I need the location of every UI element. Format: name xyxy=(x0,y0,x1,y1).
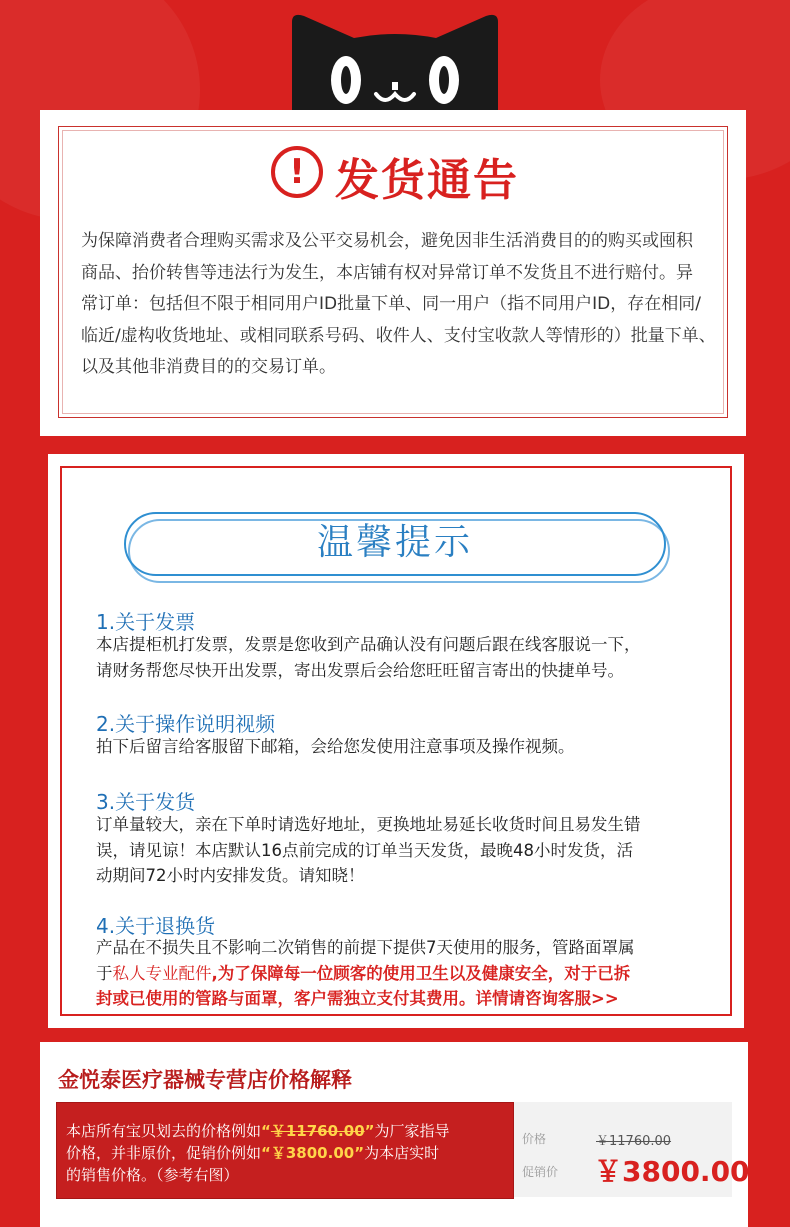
notice-title: 发货通告 xyxy=(335,155,519,206)
tip-heading-video: 2.关于操作说明视频 xyxy=(96,712,276,736)
price-explanation-title: 金悦泰医疗器械专营店价格解释 xyxy=(58,1068,352,1092)
tip-heading-invoice: 1.关于发票 xyxy=(96,610,196,634)
price-text: 为厂家指导 xyxy=(374,1122,450,1140)
tip-text-prefix: 于 xyxy=(96,963,113,983)
notice-body xyxy=(81,226,717,384)
tip-line: 本店提柜机打发票，发票是您收到产品确认没有问题后跟在线客服说一下， xyxy=(96,635,641,654)
tmall-cat-logo xyxy=(284,8,506,118)
price-text: 价格，并非原价，促销价例如 xyxy=(66,1144,262,1162)
tip-line: 订单量较大，亲在下单时请选好地址，更换地址易延长收货时间且易发生错 xyxy=(96,815,641,834)
price-text: 本店所有宝贝划去的价格例如 xyxy=(66,1122,262,1140)
price-line xyxy=(66,1120,512,1142)
notice-line: 常订单：包括但不限于相同用户ID批量下单、同一用户（指不同用户ID，存在相同/ xyxy=(81,294,701,314)
tip-heading-shipping: 3.关于发货 xyxy=(96,790,196,814)
notice-line: 为保障消费者合理购买需求及公平交易机会，避免因非生活消费目的的购买或囤积 xyxy=(81,231,693,251)
price-line: 的销售价格。（参考右图） xyxy=(66,1166,239,1184)
notice-line: 商品、抬价转售等违法行为发生，本店铺有权对异常订单不发货且不进行赔付。异 xyxy=(81,262,693,283)
tip-text-invoice xyxy=(96,632,716,683)
original-price: ￥11760.00 xyxy=(596,1134,672,1149)
tip-line xyxy=(96,961,716,987)
quote-mark: ” xyxy=(364,1122,375,1140)
hygiene-notice-text: ,为了保障每一位顾客的使用卫生以及健康安全，对于已拆 xyxy=(211,963,631,983)
price-line xyxy=(66,1142,512,1164)
notice-line: 临近/虚构收货地址、或相同联系号码、收件人、支付宝收款人等情形的）批量下单、 xyxy=(81,325,716,346)
price-text: 为本店实时 xyxy=(364,1144,440,1162)
tip-line: 请财务帮您尽快开出发票，寄出发票后会给您旺旺留言寄出的快捷单号。 xyxy=(96,660,624,680)
contact-service-link[interactable]: 封或已使用的管路与面罩，客户需独立支付其费用。详情请咨询客服>> xyxy=(96,989,619,1008)
tips-title: 温馨提示 xyxy=(124,512,666,576)
quote-mark: “ xyxy=(261,1122,271,1140)
promo-price-example: “￥3800.00” xyxy=(261,1144,365,1162)
tip-text-shipping xyxy=(96,812,716,889)
strike-price-example: ￥11760.00 xyxy=(270,1122,365,1140)
tip-line: 拍下后留言给客服留下邮箱，会给您发使用注意事项及操作视频。 xyxy=(96,737,575,756)
notice-heading xyxy=(0,144,790,208)
tip-line: 误，请见谅！本店默认16点前完成的订单当天发货，最晚48小时发货，活 xyxy=(96,840,633,860)
price-label: 价格 xyxy=(522,1132,547,1146)
promo-price: ￥3800.00 xyxy=(594,1155,750,1188)
promo-price-label: 促销价 xyxy=(522,1165,559,1179)
notice-line: 以及其他非消费目的的交易订单。 xyxy=(81,357,336,377)
exclamation-icon: ! xyxy=(271,146,323,198)
tip-line: 动期间72小时内安排发货。请知晓！ xyxy=(96,866,365,885)
private-parts-text: 私人专业配件 xyxy=(112,963,212,983)
tip-line: 产品在不损失且不影响二次销售的前提下提供7天使用的服务，管路面罩属 xyxy=(96,938,635,957)
tip-heading-returns: 4.关于退换货 xyxy=(96,914,216,938)
tip-text-returns xyxy=(96,935,716,1012)
tip-text-video xyxy=(96,734,716,760)
price-explanation-text xyxy=(66,1120,512,1186)
